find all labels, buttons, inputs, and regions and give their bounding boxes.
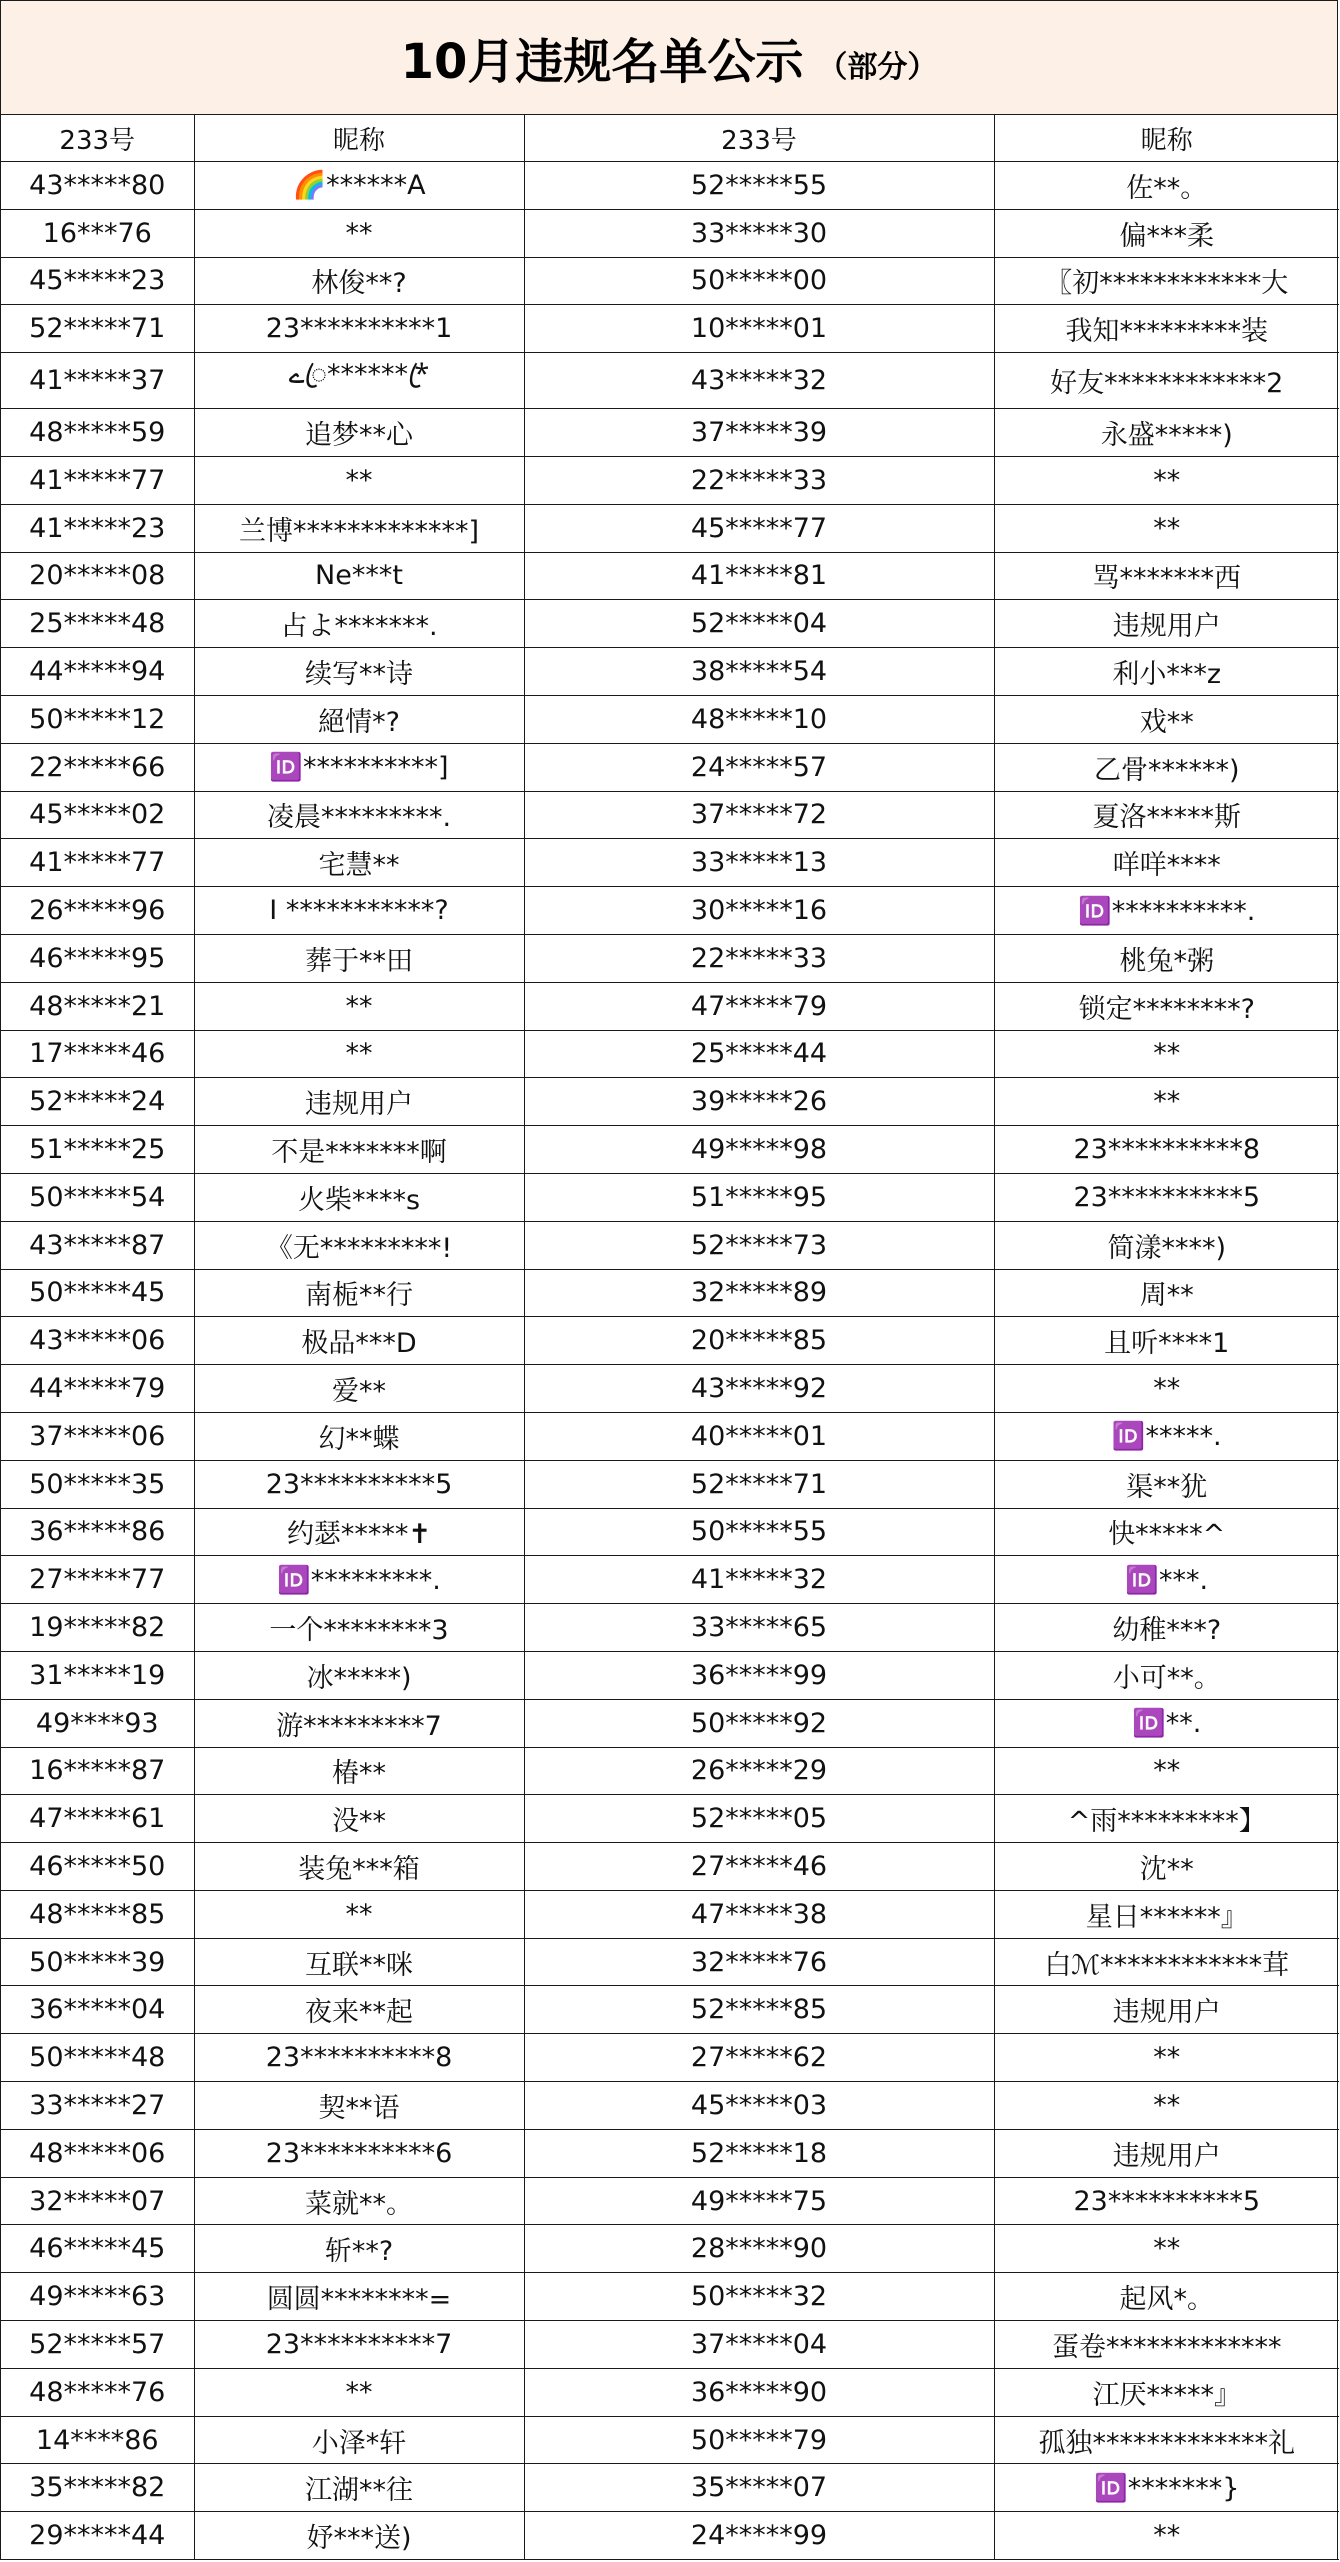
user-id-cell: 45*****02 [1,791,194,839]
table-row [1,1604,1339,1652]
user-id-cell: 37*****39 [524,409,994,457]
user-id-cell: 52*****71 [1,305,194,353]
nickname-cell: ** [994,2512,1339,2560]
table-row [1,839,1339,887]
user-id-cell: 20*****08 [1,552,194,600]
user-id-cell: 29*****44 [1,2512,194,2560]
nickname-cell: 冰*****) [194,1651,524,1699]
nickname-cell: 椿** [194,1747,524,1795]
nickname-cell: ** [994,1747,1339,1795]
nickname-cell: 简漾****) [994,1221,1339,1269]
table-row [1,1173,1339,1221]
user-id-cell: 24*****57 [524,743,994,791]
table-row [1,1126,1339,1174]
table-row [1,1412,1339,1460]
nickname-cell: 利小***z [994,648,1339,696]
nickname-cell: 〖初************大 [994,257,1339,305]
table-row [1,305,1339,353]
user-id-cell: 50*****54 [1,1173,194,1221]
user-id-cell: 52*****57 [1,2321,194,2369]
user-id-cell: 44*****79 [1,1365,194,1413]
user-id-cell: 41*****77 [1,839,194,887]
nickname-cell: 🆔***. [994,1556,1339,1604]
table-row [1,600,1339,648]
user-id-cell: 52*****04 [524,600,994,648]
nickname-cell: 好友************2 [994,353,1339,409]
table-row [1,2034,1339,2082]
user-id-cell: 43*****32 [524,353,994,409]
table-row [1,504,1339,552]
user-id-cell: 39*****26 [524,1078,994,1126]
user-id-cell: 46*****50 [1,1843,194,1891]
user-id-cell: 41*****23 [1,504,194,552]
nickname-cell: 星日******』 [994,1890,1339,1938]
table-row [1,887,1339,935]
nickname-cell: ** [994,2082,1339,2130]
nickname-cell: 葬于**田 [194,934,524,982]
nickname-cell: 契**语 [194,2082,524,2130]
table-row [1,2321,1339,2369]
user-id-cell: 36*****86 [1,1508,194,1556]
user-id-cell: 47*****79 [524,982,994,1030]
nickname-cell: 起风*。 [994,2273,1339,2321]
user-id-cell: 25*****48 [1,600,194,648]
nickname-cell: ** [994,504,1339,552]
nickname-cell: ےꦿ*******ꦿ [194,353,524,409]
nickname-cell: 絕情*? [194,695,524,743]
nickname-cell: ** [994,2034,1339,2082]
table-row [1,2464,1339,2512]
table-row [1,2416,1339,2464]
user-id-cell: 50*****32 [524,2273,994,2321]
nickname-cell: 🆔*********. [194,1556,524,1604]
user-id-cell: 22*****66 [1,743,194,791]
user-id-cell: 37*****06 [1,1412,194,1460]
user-id-cell: 48*****59 [1,409,194,457]
nickname-cell: ** [194,456,524,504]
table-row [1,1221,1339,1269]
nickname-cell: 23**********8 [994,1126,1339,1174]
user-id-cell: 38*****54 [524,648,994,696]
user-id-cell: 27*****62 [524,2034,994,2082]
nickname-cell: 桃兔*粥 [994,934,1339,982]
table-row [1,1508,1339,1556]
nickname-cell: 爱** [194,1365,524,1413]
user-id-cell: 52*****85 [524,1986,994,2034]
table-row [1,257,1339,305]
user-id-cell: 36*****90 [524,2368,994,2416]
table-row [1,1747,1339,1795]
user-id-cell: 46*****95 [1,934,194,982]
table-row [1,791,1339,839]
nickname-cell: 23**********8 [194,2034,524,2082]
nickname-cell: 一个********3 [194,1604,524,1652]
user-id-cell: 50*****00 [524,257,994,305]
table-row [1,456,1339,504]
table-row [1,409,1339,457]
nickname-cell: 违规用户 [994,600,1339,648]
nickname-cell: 互联**咪 [194,1938,524,1986]
user-id-cell: 45*****77 [524,504,994,552]
user-id-cell: 37*****72 [524,791,994,839]
user-id-cell: 48*****10 [524,695,994,743]
user-id-cell: 41*****81 [524,552,994,600]
user-id-cell: 32*****07 [1,2177,194,2225]
nickname-cell: 林俊**? [194,257,524,305]
nickname-cell: 我知*********装 [994,305,1339,353]
user-id-cell: 14****86 [1,2416,194,2464]
user-id-cell: 51*****95 [524,1173,994,1221]
nickname-cell: 小可**。 [994,1651,1339,1699]
user-id-cell: 27*****46 [524,1843,994,1891]
user-id-cell: 45*****23 [1,257,194,305]
nickname-cell: 咩咩**** [994,839,1339,887]
nickname-cell: 戏** [994,695,1339,743]
nickname-cell: 幼稚***? [994,1604,1339,1652]
nickname-cell: 偏***柔 [994,209,1339,257]
nickname-cell: ** [194,1890,524,1938]
table-row [1,1890,1339,1938]
page-title: 10月违规名单公示 [400,34,804,90]
nickname-cell: 夜来**起 [194,1986,524,2034]
nickname-cell: 《无*********! [194,1221,524,1269]
user-id-cell: 51*****25 [1,1126,194,1174]
nickname-cell: 圆圆********= [194,2273,524,2321]
user-id-cell: 43*****80 [1,162,194,210]
nickname-cell: 续写**诗 [194,648,524,696]
user-id-cell: 50*****12 [1,695,194,743]
user-id-cell: 33*****27 [1,2082,194,2130]
user-id-cell: 49*****75 [524,2177,994,2225]
nickname-cell: ** [194,1030,524,1078]
nickname-cell: 极品***D [194,1317,524,1365]
nickname-cell: 乙骨******) [994,743,1339,791]
nickname-cell: ** [194,2368,524,2416]
user-id-cell: 52*****05 [524,1795,994,1843]
user-id-cell: 36*****04 [1,1986,194,2034]
user-id-cell: 48*****06 [1,2129,194,2177]
nickname-cell: 骂*******西 [994,552,1339,600]
nickname-cell: 周** [994,1269,1339,1317]
user-id-cell: 49****93 [1,1699,194,1747]
user-id-cell: 48*****21 [1,982,194,1030]
nickname-cell: ** [194,982,524,1030]
user-id-cell: 50*****92 [524,1699,994,1747]
user-id-cell: 27*****77 [1,1556,194,1604]
nickname-cell: 蛋卷************* [994,2321,1339,2369]
nickname-cell: 23**********1 [194,305,524,353]
user-id-cell: 33*****13 [524,839,994,887]
page-subtitle: （部分） [817,49,938,85]
nickname-cell: ** [994,1030,1339,1078]
user-id-cell: 50*****39 [1,1938,194,1986]
nickname-cell: 🆔**********] [194,743,524,791]
nickname-cell: 夏洛*****斯 [994,791,1339,839]
nickname-cell: ** [194,209,524,257]
nickname-cell: I ***********? [194,887,524,935]
user-id-cell: 35*****07 [524,2464,994,2512]
nickname-cell: 23**********7 [194,2321,524,2369]
nickname-cell: 快*****^ [994,1508,1339,1556]
nickname-cell: Ne***t [194,552,524,600]
nickname-cell: 违规用户 [994,1986,1339,2034]
nickname-cell: 江湖**往 [194,2464,524,2512]
user-id-cell: 26*****29 [524,1747,994,1795]
nickname-cell: 🆔*******} [994,2464,1339,2512]
user-id-cell: 49*****63 [1,2273,194,2321]
table-row [1,648,1339,696]
table-row [1,1030,1339,1078]
table-body [1,162,1339,2560]
user-id-cell: 46*****45 [1,2225,194,2273]
table-row [1,695,1339,743]
nickname-cell: 23**********5 [994,1173,1339,1221]
user-id-cell: 43*****87 [1,1221,194,1269]
user-id-cell: 52*****55 [524,162,994,210]
nickname-cell: 南栀**行 [194,1269,524,1317]
table-row [1,1460,1339,1508]
user-id-cell: 48*****85 [1,1890,194,1938]
user-id-cell: 50*****45 [1,1269,194,1317]
table-row [1,2082,1339,2130]
table-row [1,1938,1339,1986]
user-id-cell: 30*****16 [524,887,994,935]
user-id-cell: 31*****19 [1,1651,194,1699]
nickname-cell: 锁定********? [994,982,1339,1030]
table-row [1,982,1339,1030]
user-id-cell: 22*****33 [524,456,994,504]
nickname-cell: 23**********6 [194,2129,524,2177]
user-id-cell: 45*****03 [524,2082,994,2130]
table-row [1,1269,1339,1317]
user-id-cell: 52*****24 [1,1078,194,1126]
nickname-cell: ** [994,2225,1339,2273]
user-id-cell: 10*****01 [524,305,994,353]
nickname-cell: 小泽*轩 [194,2416,524,2464]
user-id-cell: 19*****82 [1,1604,194,1652]
table-row [1,2177,1339,2225]
user-id-cell: 37*****04 [524,2321,994,2369]
nickname-cell: 游*********7 [194,1699,524,1747]
header-id-left: 233号 [1,115,194,162]
table-row [1,2225,1339,2273]
nickname-cell: 约瑟*****✝ [194,1508,524,1556]
nickname-cell: 永盛*****) [994,409,1339,457]
nickname-cell: 装兔***箱 [194,1843,524,1891]
nickname-cell: 🆔**. [994,1699,1339,1747]
nickname-cell: 凌晨*********. [194,791,524,839]
nickname-cell: 🌈******A [194,162,524,210]
nickname-cell: 23**********5 [194,1460,524,1508]
user-id-cell: 50*****55 [524,1508,994,1556]
table-row [1,1317,1339,1365]
user-id-cell: 16***76 [1,209,194,257]
nickname-cell: 23**********5 [994,2177,1339,2225]
header-nickname-right: 昵称 [994,115,1339,162]
nickname-cell: 佐**。 [994,162,1339,210]
nickname-cell: 孤独*************礼 [994,2416,1339,2464]
user-id-cell: 25*****44 [524,1030,994,1078]
user-id-cell: 35*****82 [1,2464,194,2512]
table-row [1,1795,1339,1843]
user-id-cell: 43*****06 [1,1317,194,1365]
user-id-cell: 48*****76 [1,2368,194,2416]
nickname-cell: 沈** [994,1843,1339,1891]
nickname-cell: 不是*******啊 [194,1126,524,1174]
nickname-cell: 幻**蝶 [194,1412,524,1460]
user-id-cell: 41*****77 [1,456,194,504]
table-row [1,209,1339,257]
table-row [1,353,1339,409]
user-id-cell: 33*****30 [524,209,994,257]
nickname-cell: 违规用户 [194,1078,524,1126]
nickname-cell: 斩**? [194,2225,524,2273]
table-row [1,934,1339,982]
nickname-cell: ** [994,1078,1339,1126]
user-id-cell: 52*****18 [524,2129,994,2177]
user-id-cell: 36*****99 [524,1651,994,1699]
user-id-cell: 40*****01 [524,1412,994,1460]
user-id-cell: 49*****98 [524,1126,994,1174]
user-id-cell: 26*****96 [1,887,194,935]
nickname-cell: 没** [194,1795,524,1843]
nickname-cell: ** [994,456,1339,504]
nickname-cell: 渠**犹 [994,1460,1339,1508]
nickname-cell: 违规用户 [994,2129,1339,2177]
table-row [1,1986,1339,2034]
table-row [1,552,1339,600]
header-row [1,115,1339,162]
nickname-cell: 🆔*****. [994,1412,1339,1460]
nickname-cell: 追梦**心 [194,409,524,457]
user-id-cell: 47*****38 [524,1890,994,1938]
user-id-cell: 44*****94 [1,648,194,696]
nickname-cell: 白ℳ************茸 [994,1938,1339,1986]
user-id-cell: 50*****79 [524,2416,994,2464]
nickname-cell: 且听****1 [994,1317,1339,1365]
user-id-cell: 33*****65 [524,1604,994,1652]
nickname-cell: 宅慧** [194,839,524,887]
table-row [1,2368,1339,2416]
user-id-cell: 22*****33 [524,934,994,982]
nickname-cell: 兰博*************] [194,504,524,552]
user-id-cell: 32*****89 [524,1269,994,1317]
nickname-cell: ^雨*********】 [994,1795,1339,1843]
table-row [1,2273,1339,2321]
user-id-cell: 28*****90 [524,2225,994,2273]
table-row [1,1365,1339,1413]
user-id-cell: 32*****76 [524,1938,994,1986]
user-id-cell: 43*****92 [524,1365,994,1413]
table-row [1,1078,1339,1126]
user-id-cell: 50*****35 [1,1460,194,1508]
nickname-cell: 江厌*****』 [994,2368,1339,2416]
user-id-cell: 41*****32 [524,1556,994,1604]
table-row [1,1843,1339,1891]
user-id-cell: 52*****71 [524,1460,994,1508]
violation-table [1,115,1339,2560]
nickname-cell: 菜就**。 [194,2177,524,2225]
user-id-cell: 24*****99 [524,2512,994,2560]
user-id-cell: 17*****46 [1,1030,194,1078]
nickname-cell: 妤***送) [194,2512,524,2560]
table-row [1,1556,1339,1604]
user-id-cell: 47*****61 [1,1795,194,1843]
table-row [1,2512,1339,2560]
nickname-cell: 占よ*******. [194,600,524,648]
header-id-right: 233号 [524,115,994,162]
user-id-cell: 41*****37 [1,353,194,409]
title-bar [1,1,1337,115]
table-row [1,1651,1339,1699]
table-row [1,2129,1339,2177]
header-nickname-left: 昵称 [194,115,524,162]
table-row [1,162,1339,210]
user-id-cell: 20*****85 [524,1317,994,1365]
table-row [1,743,1339,791]
user-id-cell: 16*****87 [1,1747,194,1795]
table-row [1,1699,1339,1747]
nickname-cell: 🆔**********. [994,887,1339,935]
nickname-cell: 火柴****s [194,1173,524,1221]
nickname-cell: ** [994,1365,1339,1413]
user-id-cell: 50*****48 [1,2034,194,2082]
user-id-cell: 52*****73 [524,1221,994,1269]
